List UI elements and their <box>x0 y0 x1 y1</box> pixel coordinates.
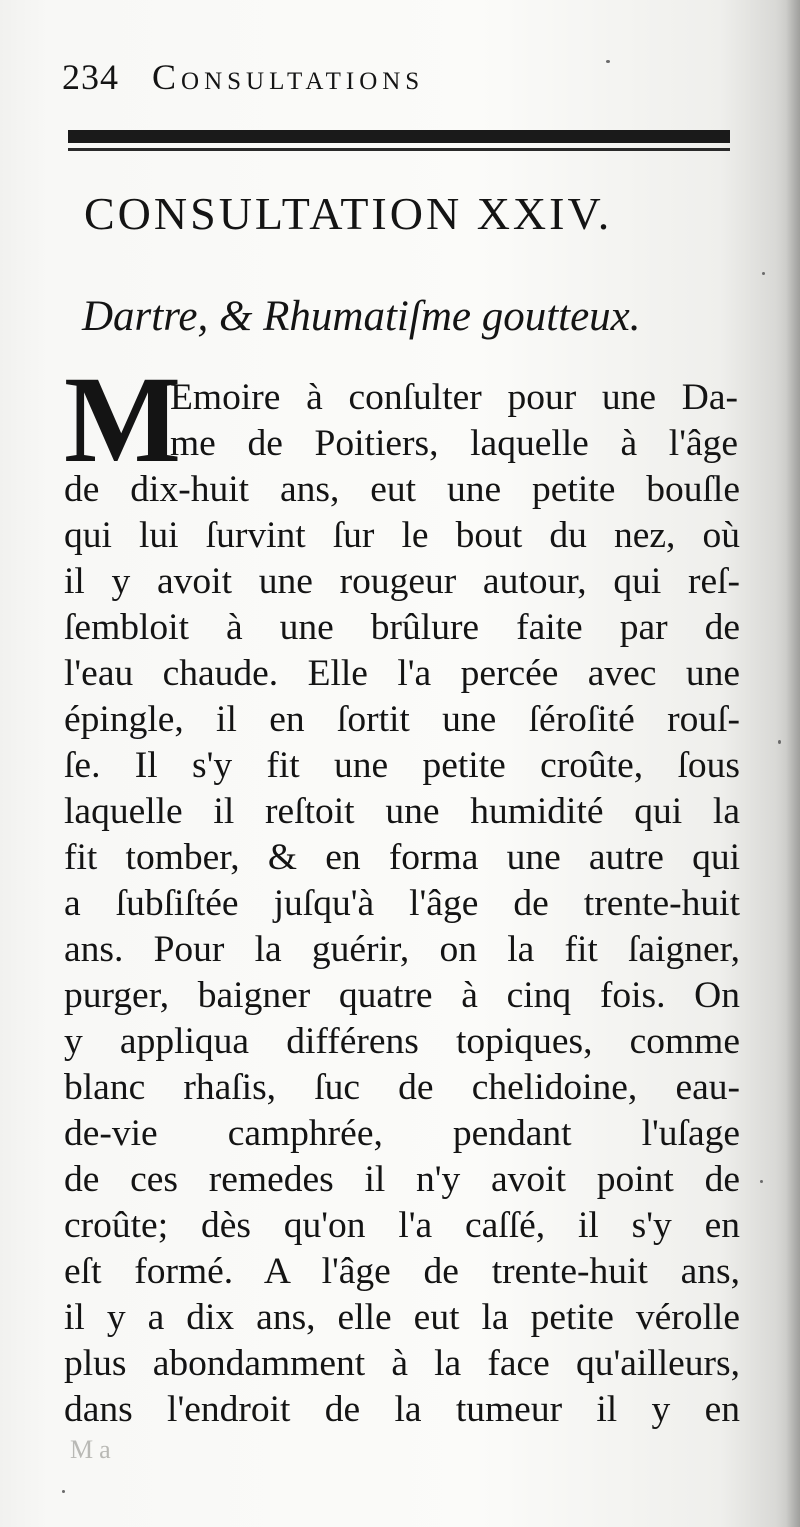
body-line: me de Poitiers, laquelle à l'âge <box>170 423 738 464</box>
body-line: l'eau chaude. Elle l'a percée avec une <box>64 653 740 694</box>
body-line: blanc rhaſis, ſuc de chelidoine, eau- <box>64 1067 740 1108</box>
body-line: il y a dix ans, elle eut la petite vérolle <box>64 1297 740 1338</box>
body-line: de dix-huit ans, eut une petite bouſle <box>64 469 740 510</box>
running-head <box>62 52 722 102</box>
body-line: ſe. Il s'y fit une petite croûte, ſous <box>64 745 740 786</box>
body-line: purger, baigner quatre à cinq fois. On <box>64 975 740 1016</box>
page-gutter-shadow <box>786 0 800 1527</box>
chapter-subtitle: Dartre, & Rhumatiſme goutteux. <box>82 293 641 340</box>
body-line: ans. Pour la guérir, on la fit ſaigner, <box>64 929 740 970</box>
ink-speck <box>62 1490 65 1493</box>
body-line: laquelle il reſtoit une humidité qui la <box>64 791 740 832</box>
body-line: de-vie camphrée, pendant l'uſage <box>64 1113 740 1154</box>
ink-speck <box>760 1180 763 1183</box>
body-line: croûte; dès qu'on l'a caſſé, il s'y en <box>64 1205 740 1246</box>
body-line: épingle, il en ſortit une ſéroſité rouſ- <box>64 699 740 740</box>
body-line: il y avoit une rougeur autour, qui reſ- <box>64 561 740 602</box>
page-number: 234 <box>62 57 119 97</box>
body-line: a ſubſiſtée juſqu'à l'âge de trente-huit <box>64 883 740 924</box>
body-line: y appliqua différens topiques, comme <box>64 1021 740 1062</box>
body-line: ſembloit à une brûlure faite par de <box>64 607 740 648</box>
chapter-heading: CONSULTATION XXIV. <box>84 188 613 239</box>
ink-speck <box>778 740 781 744</box>
body-line: dans l'endroit de la tumeur il y en <box>64 1389 740 1430</box>
body-line: eſt formé. A l'âge de trente-huit ans, <box>64 1251 740 1292</box>
header-rule-thin <box>68 148 730 151</box>
ink-speck <box>606 60 610 63</box>
header-rule-thick <box>68 130 730 143</box>
running-title: Consultations <box>152 57 425 97</box>
ink-speck <box>762 272 765 275</box>
body-line: qui lui ſurvint ſur le bout du nez, où <box>64 515 740 556</box>
drop-cap: M <box>64 351 182 488</box>
body-line: de ces remedes il n'y avoit point de <box>64 1159 740 1200</box>
body-line: plus abondamment à la face qu'ailleurs, <box>64 1343 740 1384</box>
body-line: fit tomber, & en forma une autre qui <box>64 837 740 878</box>
body-line: Emoire à conſulter pour une Da- <box>170 377 738 418</box>
catchline: Ma <box>70 1435 117 1464</box>
